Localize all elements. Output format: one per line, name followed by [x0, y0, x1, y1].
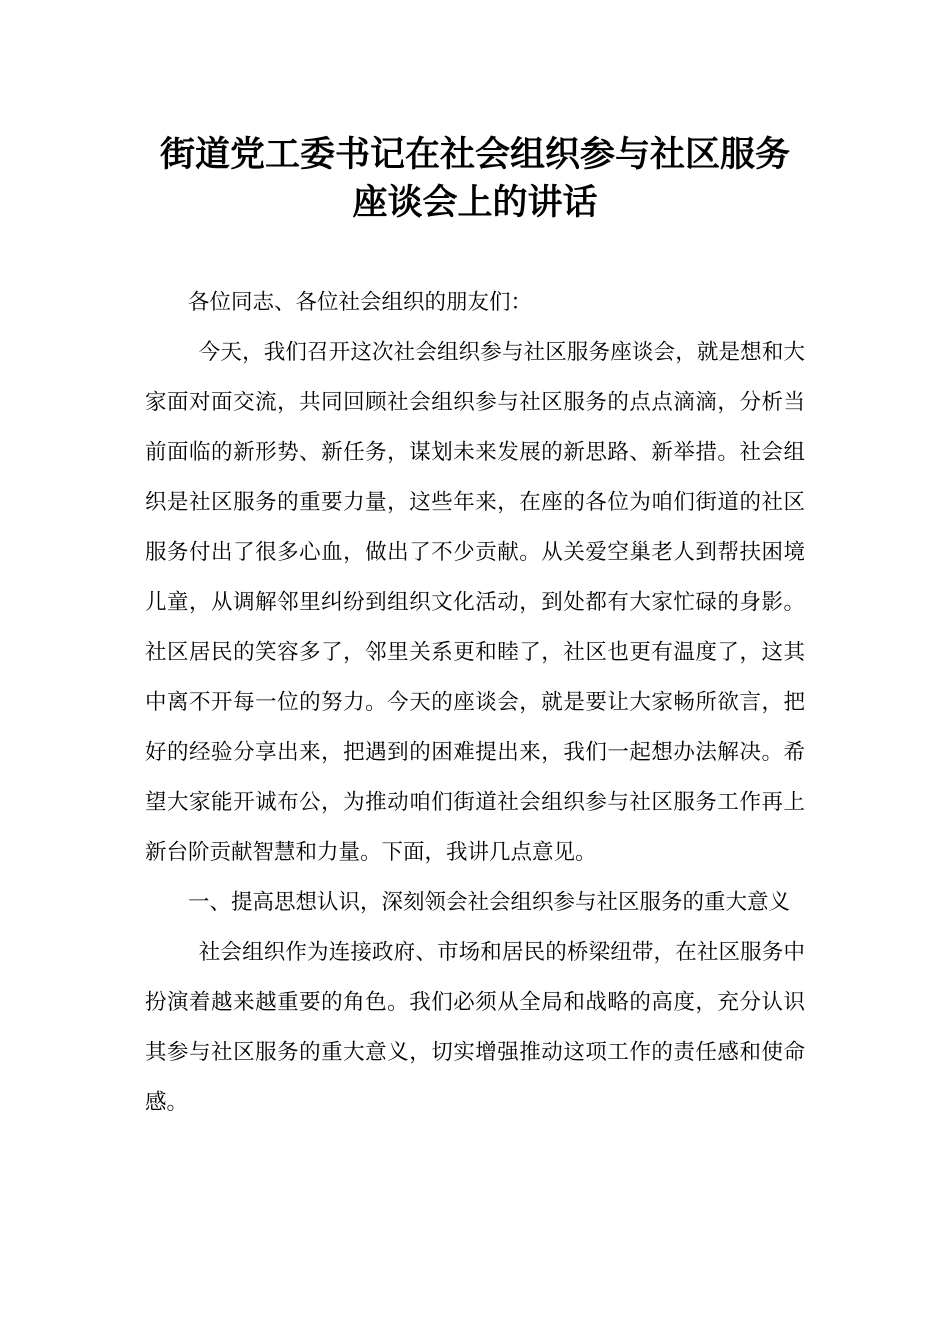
body-paragraph-section-1: 社会组织作为连接政府、市场和居民的桥梁纽带，在社区服务中扮演着越来越重要的角色。我们必须从全局和战略的高度，充分认识其参与社区服务的重大意义，切实增强推动这项工作的责任感和使命感。: [145, 940, 805, 1115]
document-body: [145, 278, 805, 1128]
document-title-line-2: 座谈会上的讲话: [352, 183, 598, 223]
section-heading-1: 一、提高思想认识，深刻领会社会组织参与社区服务的重大意义: [188, 890, 791, 915]
body-paragraph-opening: 今天，我们召开这次社会组织参与社区服务座谈会，就是想和大家面对面交流，共同回顾社会组织参与社区服务的点点滴滴，分析当前面临的新形势、新任务，谋划未来发展的新思路、新举措。社会组织是社区服务的重要力量，这些年来，在座的各位为咱们街道的社区服务付出了很多心血，做出了不少贡献。从关爱空巢老人到帮扶困境儿童，从调解邻里纠纷到组织文化活动，到处都有大家忙碌的身影。社区居民的笑容多了，邻里关系更和睦了，社区也更有温度了，这其中离不开每一位的努力。今天的座谈会，就是要让大家畅所欲言，把好的经验分享出来，把遇到的困难提出来，我们一起想办法解决。希望大家能开诚布公，为推动咱们街道社会组织参与社区服务工作再上新台阶贡献智慧和力量。下面，我讲几点意见。: [145, 340, 805, 865]
document-title-line-1: 街道党工委书记在社会组织参与社区服务: [159, 135, 790, 175]
salutation: 各位同志、各位社会组织的朋友们：: [188, 290, 533, 315]
